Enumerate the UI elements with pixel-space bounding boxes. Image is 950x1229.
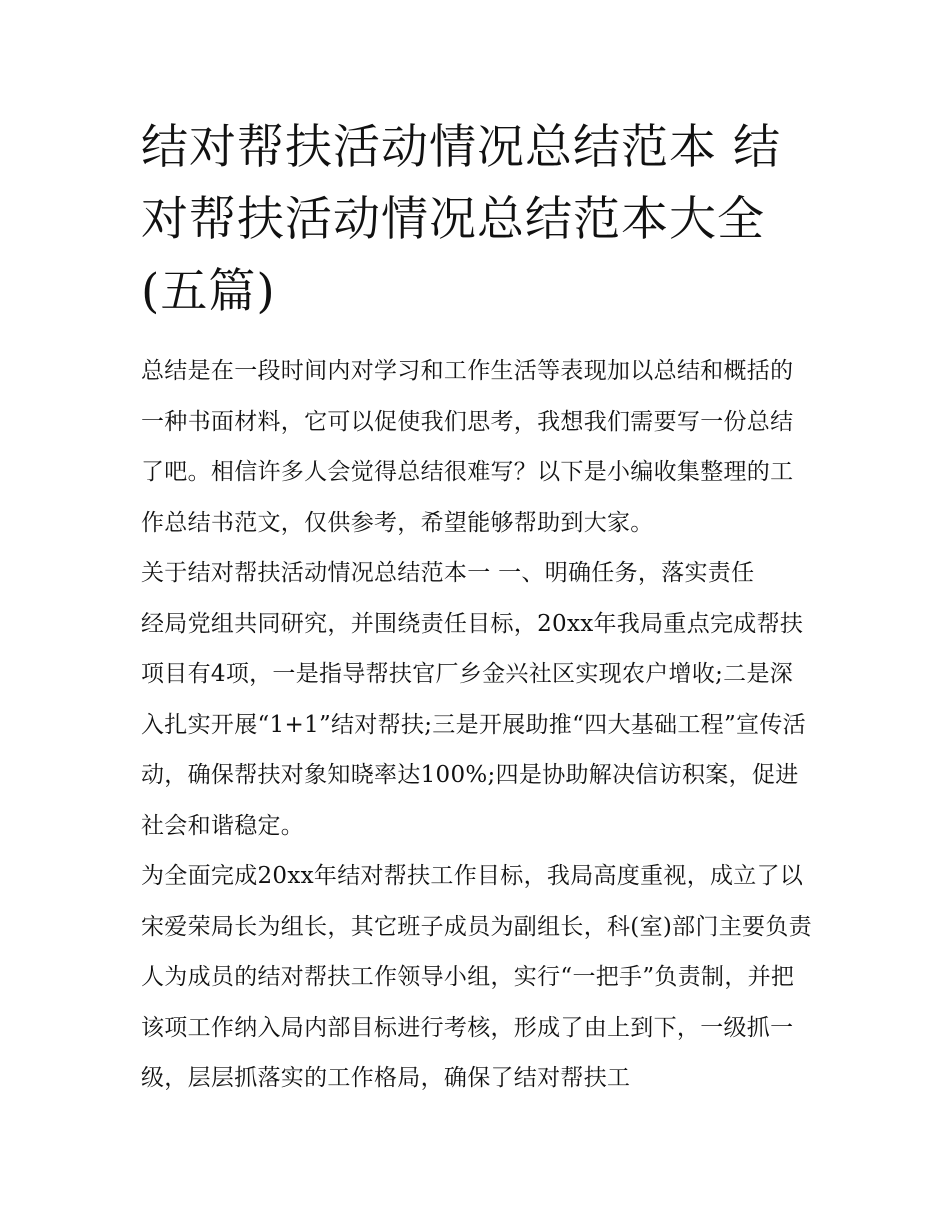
body-paragraph-intro: 总结是在一段时间内对学习和工作生活等表现加以总结和概括的一种书面材料，它可以促使我们思考，我想我们需要写一份总结了吧。相信许多人会觉得总结很难写？以下是小编收集整理的工作总结书范文，仅供参考，希望能够帮助到大家。: [141, 358, 794, 536]
body-paragraph-projects: 经局党组共同研究，并围绕责任目标，20xx年我局重点完成帮扶项目有4项，一是指导帮扶官厂乡金兴社区实现农户增收;二是深入扎实开展“1+1”结对帮扶;三是开展助推“四大基础工程”宣传活动，确保帮扶对象知晓率达100%;四是协助解决信访积案，促进社会和谐稳定。: [141, 610, 806, 839]
body-paragraph-leadership: 为全面完成20xx年结对帮扶工作目标，我局高度重视，成立了以宋爱荣局长为组长，其它班子成员为副组长，科(室)部门主要负责人为成员的结对帮扶工作领导小组，实行“一把手”负责制，并把该项工作纳入局内部目标进行考核，形成了由上到下，一级抓一级，层层抓落实的工作格局，确保了结对帮扶工: [141, 863, 812, 1091]
body-paragraph-section-heading: 关于结对帮扶活动情况总结范本一 一、明确任务，落实责任: [141, 560, 755, 586]
document-title: 结对帮扶活动情况总结范本 结对帮扶活动情况总结范本大全(五篇): [141, 120, 781, 319]
document-body: [141, 346, 813, 1104]
document-page: [141, 112, 813, 1104]
